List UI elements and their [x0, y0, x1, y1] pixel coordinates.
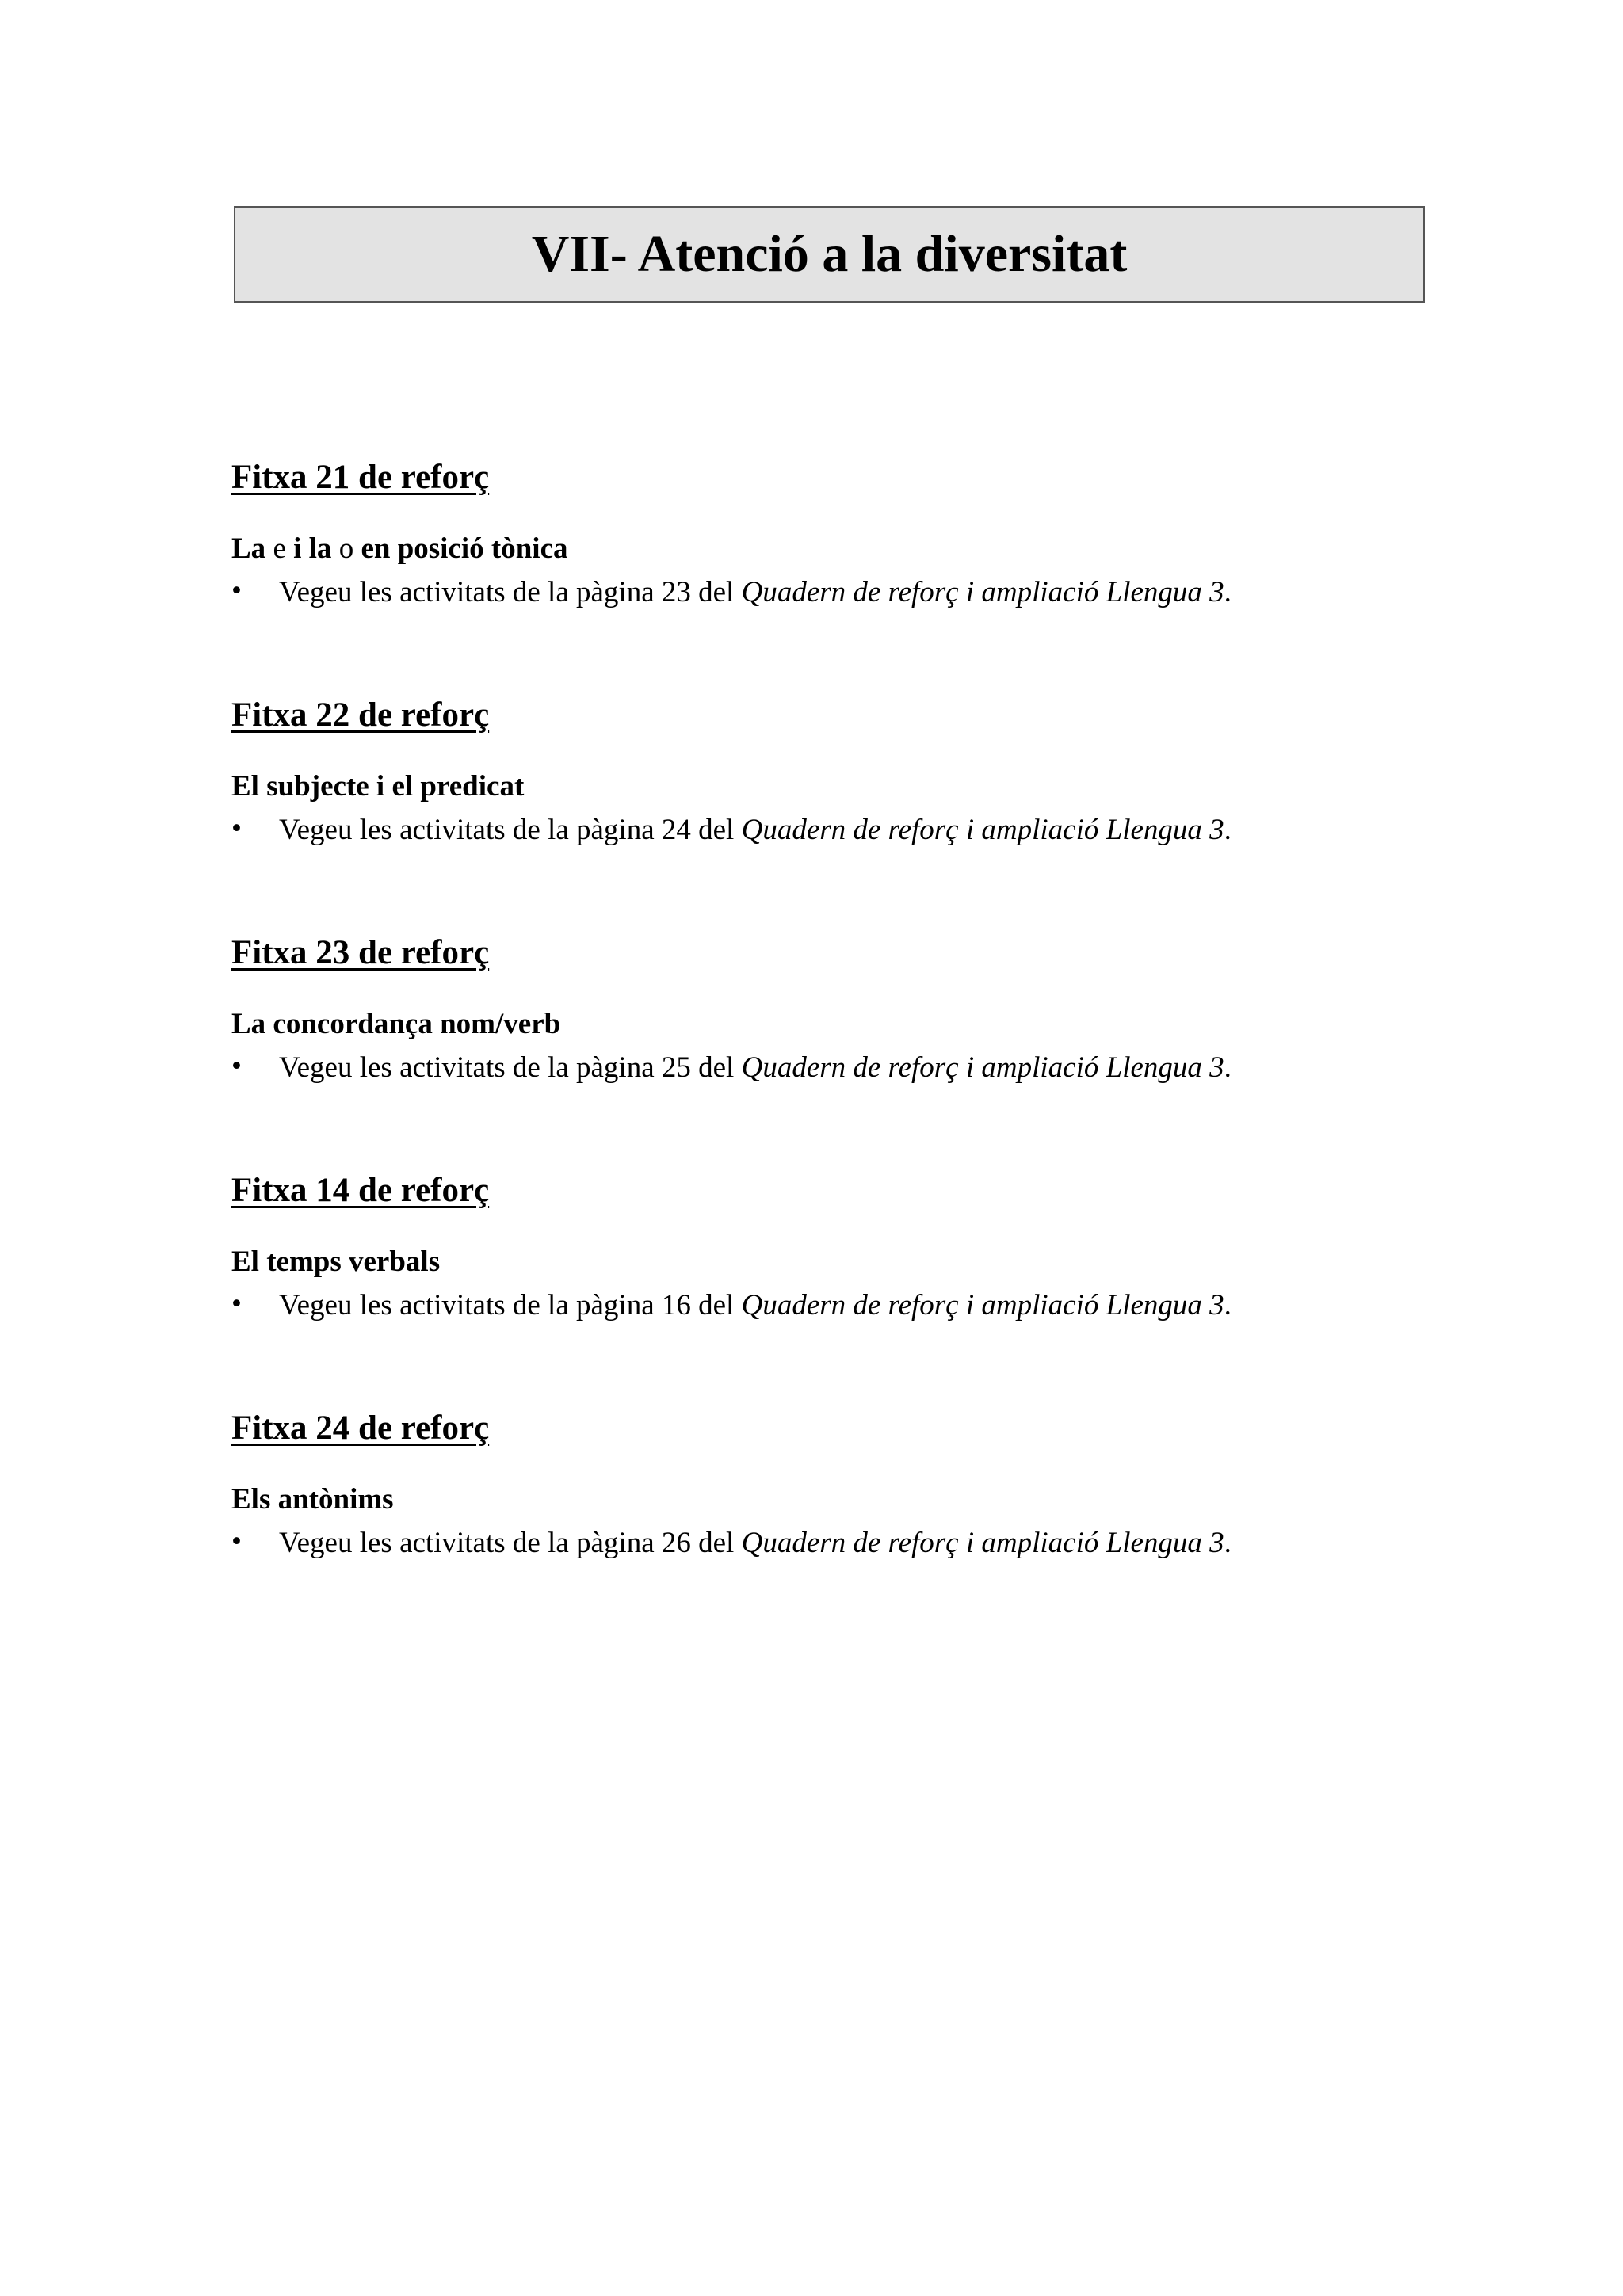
bullet-icon: •: [231, 1050, 242, 1082]
section-fitxa-22: [231, 698, 1420, 845]
section-heading: Fitxa 21 de reforç: [231, 459, 490, 496]
item-text: Vegeu les activitats de la pàgina 26 del: [279, 1527, 742, 1559]
topic-letter-o: o: [338, 532, 354, 565]
book-title: Quadern de reforç i ampliació Llengua 3: [741, 814, 1224, 846]
item-end: .: [1224, 1289, 1232, 1322]
item-text: Vegeu les activitats de la pàgina 23 del: [279, 576, 742, 608]
section-topic: El temps verbals: [231, 1245, 441, 1278]
section-fitxa-23: [231, 936, 1420, 1082]
bullet-icon: •: [231, 574, 242, 607]
bullet-icon: •: [231, 812, 242, 845]
item-end: .: [1224, 1527, 1232, 1559]
section-fitxa-21: [231, 460, 1420, 607]
book-title: Quadern de reforç i ampliació Llengua 3: [741, 576, 1224, 608]
bullet-item: [231, 1287, 1420, 1322]
topic-text: i la: [285, 532, 339, 565]
item-text: Vegeu les activitats de la pàgina 16 del: [279, 1289, 742, 1322]
section-topic: Els antònims: [231, 1483, 394, 1516]
bullet-item: [231, 574, 1420, 608]
topic-text: en posició tònica: [353, 532, 568, 565]
section-heading: Fitxa 24 de reforç: [231, 1409, 490, 1447]
section-heading: Fitxa 23 de reforç: [231, 934, 490, 971]
book-title: Quadern de reforç i ampliació Llengua 3: [741, 1527, 1224, 1559]
topic-letter-e: e: [273, 532, 286, 565]
item-end: .: [1224, 1051, 1232, 1084]
item-text: Vegeu les activitats de la pàgina 25 del: [279, 1051, 742, 1084]
bullet-item: [231, 1525, 1420, 1559]
book-title: Quadern de reforç i ampliació Llengua 3: [741, 1051, 1224, 1084]
section-topic: El subjecte i el predicat: [231, 770, 525, 803]
section-topic: [231, 534, 1420, 563]
item-text: Vegeu les activitats de la pàgina 24 del: [279, 814, 742, 846]
book-title: Quadern de reforç i ampliació Llengua 3: [741, 1289, 1224, 1322]
item-end: .: [1224, 814, 1232, 846]
bullet-icon: •: [231, 1525, 242, 1558]
section-fitxa-24: [231, 1411, 1420, 1558]
page-title: VII- Atenció a la diversitat: [531, 225, 1128, 283]
section-topic: La concordança nom/verb: [231, 1008, 561, 1040]
bullet-item: [231, 812, 1420, 846]
section-heading: Fitxa 22 de reforç: [231, 696, 490, 734]
topic-text: La: [231, 532, 273, 565]
bullet-icon: •: [231, 1287, 242, 1320]
section-heading: Fitxa 14 de reforç: [231, 1172, 490, 1209]
item-end: .: [1224, 576, 1232, 608]
page-title-box: [234, 206, 1425, 303]
bullet-item: [231, 1050, 1420, 1084]
section-fitxa-14: [231, 1173, 1420, 1320]
